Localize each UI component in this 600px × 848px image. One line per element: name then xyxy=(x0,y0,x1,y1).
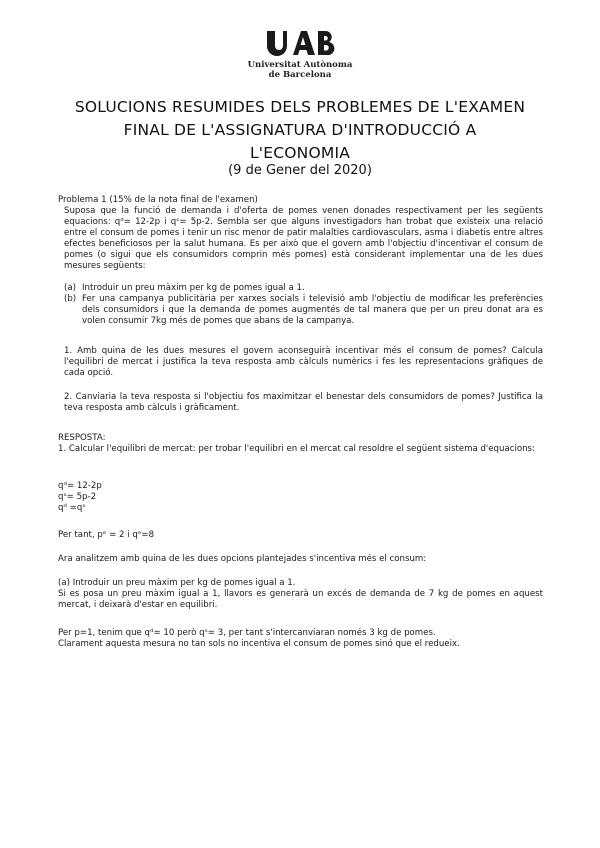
equation-equilibrium: qᵈ =qˢ xyxy=(58,503,86,513)
analysis-intro: Ara analitzem amb quina de les dues opcions plantejades s'incentiva més el consum: xyxy=(58,554,427,564)
question-2: 2. Canviaria la teva resposta si l'objectiu fos maximitzar el benestar dels consumidors de pomes? Justifica la teva resposta amb càlculs i gràficament. xyxy=(64,392,543,413)
option-a-heading: (a) Introduir un preu màxim per kg de pomes igual a 1. xyxy=(58,578,296,588)
uab-logo xyxy=(265,30,335,56)
option-a-label: (a) xyxy=(64,283,76,293)
problem-heading: Problema 1 (15% de la nota final de l'examen) xyxy=(58,195,258,205)
option-a-explanation: Si es posa un preu màxim igual a 1, llavors es generarà un excés de demanda de 7 kg de pomes en aquest mercat, i deixarà d'estar en equilibri. xyxy=(58,589,543,610)
option-b-label: (b) xyxy=(64,294,77,304)
answer-step-1: 1. Calcular l'equilibri de mercat: per trobar l'equilibri en el mercat cal resoldre el següent sistema d'equacions: xyxy=(58,444,535,454)
university-name-line1: Universitat Autònoma xyxy=(247,60,353,70)
title-line1: SOLUCIONS RESUMIDES DELS PROBLEMES DE L'EXAMEN xyxy=(74,98,526,116)
price-one-line2: Clarament aquesta mesura no tan sols no incentiva el consum de pomes sinó que el redueix. xyxy=(58,639,460,649)
answer-heading: RESPOSTA: xyxy=(58,433,106,443)
title-line3: L'ECONOMIA xyxy=(249,144,351,162)
title-line2: FINAL DE L'ASSIGNATURA D'INTRODUCCIÓ A xyxy=(123,121,477,139)
question-1: 1. Amb quina de les dues mesures el govern aconseguirà incentivar més el consum de pomes? Calcula l'equilibri de mercat i justifica la teva resposta amb càlculs numèrics i fes les representacions gràfiques de cada opció. xyxy=(64,346,543,378)
exam-date: (9 de Gener del 2020) xyxy=(228,163,372,178)
uab-logo-block xyxy=(0,30,600,80)
equation-supply: qˢ= 5p-2 xyxy=(58,492,97,502)
equation-demand: qᵈ= 12-2p xyxy=(58,481,102,491)
university-name-line2: de Barcelona xyxy=(268,70,332,80)
price-one-line1: Per p=1, tenim que qᵈ= 10 però qˢ= 3, per tant s'intercanviaran només 3 kg de pomes. xyxy=(58,628,436,638)
problem-statement: Suposa que la funció de demanda i d'oferta de pomes venen donades respectivament per les següents equacions: qᵈ= 12-2p i qˢ= 5p-2. Sembla ser que alguns investigadors han trobat que existeix una relació entre el consum de pomes i tenir un risc menor de patir malalties cardiovasculars, asma i diabetis entre altres efectes beneficiosos per la salut humana. Es per això que el govern amb l'objectiu d'incentivar el consum de pomes (o sigui que els consumidors comprin més pomes) està considerant implementar una de les dues mesures següents: xyxy=(64,206,543,271)
document-title xyxy=(40,96,560,165)
equilibrium-result: Per tant, pᵉ = 2 i qᵉ=8 xyxy=(58,530,155,540)
option-a-text: Introduir un preu màxim per kg de pomes igual a 1. xyxy=(82,283,305,293)
option-b-text: Fer una campanya publicitària per xarxes socials i televisió amb l'objectiu de modificar les preferències dels consumidors i que la demanda de pomes augmentés de tal manera que per un preu donat ara es volen consumir 7kg més de pomes que abans de la campanya. xyxy=(82,294,543,326)
